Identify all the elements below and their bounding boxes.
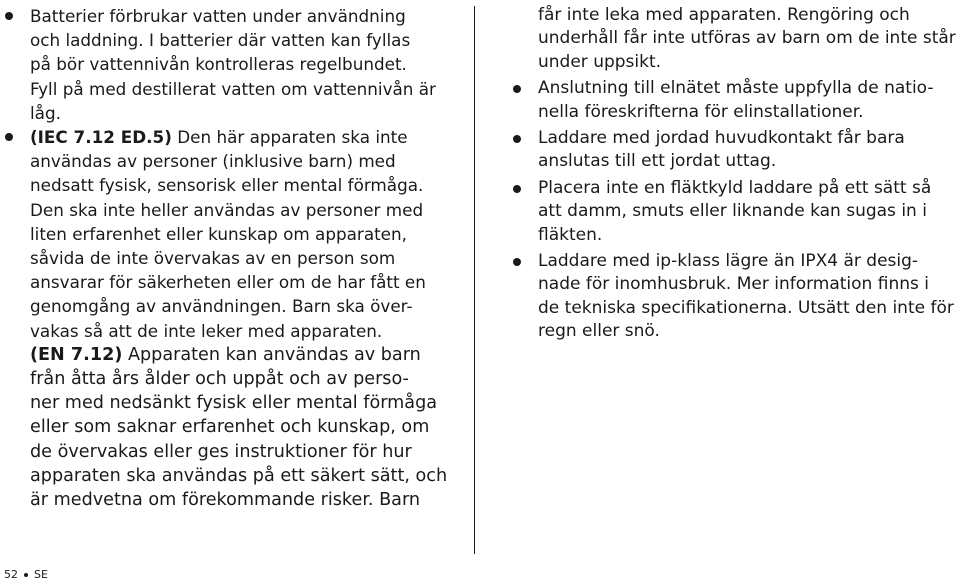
- text-line: låg.: [30, 102, 61, 123]
- separator-dot: [24, 573, 28, 577]
- text-line: och laddning. I batterier där vatten kan fyllas: [30, 30, 411, 51]
- bullet-mains-connection: [512, 77, 956, 124]
- text-line: är medvetna om förekommande risker. Barn: [30, 490, 421, 511]
- bullet-dot: [513, 135, 521, 143]
- text-run: Den här apparaten ska inte: [171, 127, 408, 148]
- bullet-dot: [5, 12, 13, 20]
- text-line: nedsatt fysisk, sensorisk eller mental förmåga.: [30, 175, 424, 196]
- text-line: genomgång av användningen. Barn ska över-: [30, 296, 413, 317]
- text-line: [30, 343, 450, 367]
- text-line: anslutas till ett jordat uttag.: [538, 151, 777, 172]
- text-line: nella föreskrifterna för elinstallationer.: [538, 101, 864, 122]
- bullet-fan-cooled: [512, 177, 956, 247]
- paragraph: [538, 250, 956, 344]
- text-line: de tekniska specifikationerna. Utsätt den inte för: [538, 297, 954, 318]
- text-line: ansvarar för säkerheten eller om de har fått en: [30, 272, 426, 293]
- text-line: under uppsikt.: [538, 51, 662, 72]
- text-line: vakas så att de inte leker med apparaten.: [30, 320, 383, 341]
- bullet-ip-class: [512, 250, 956, 344]
- text-line: eller som saknar erfarenhet och kunskap, om: [30, 417, 430, 438]
- column-divider: [474, 6, 475, 554]
- page-footer: [4, 568, 48, 581]
- text-line: regn eller snö.: [538, 321, 660, 342]
- text-line: att damm, smuts eller liknande kan sugas in i: [538, 201, 927, 222]
- text-line: på bör vattennivån kontrolleras regelbundet.: [30, 54, 407, 75]
- standard-reference: (EN 7.12): [30, 344, 123, 365]
- paragraph: [30, 343, 450, 512]
- text-line: de övervakas eller ges instruktioner för hur: [30, 441, 412, 462]
- text-line: underhåll får inte utföras av barn om de inte står: [538, 28, 956, 49]
- bullet-dot: [513, 85, 521, 93]
- text-line: får inte leka med apparaten. Rengöring och: [538, 5, 910, 25]
- text-line: såvida de inte övervakas av en person som: [30, 248, 396, 269]
- text-line: fläkten.: [538, 224, 603, 245]
- text-run: Apparaten kan användas av barn: [122, 344, 421, 365]
- bullet-dot: [513, 258, 521, 266]
- text-line: [30, 125, 450, 149]
- left-column: [4, 4, 450, 512]
- text-line: liten erfarenhet eller kunskap om apparaten,: [30, 223, 407, 244]
- paragraph: [538, 127, 956, 174]
- text-line: Laddare med jordad huvudkontakt får bara: [538, 128, 905, 149]
- text-line: från åtta års ålder och uppåt och av perso-: [30, 369, 409, 390]
- text-line: nade för inomhusbruk. Mer information finns i: [538, 274, 929, 295]
- language-code: SE: [34, 568, 48, 581]
- bullet-battery-water: [4, 4, 450, 125]
- text-line: Fyll på med destillerat vatten om vattennivån är: [30, 78, 436, 99]
- bullet-dot: [5, 133, 13, 141]
- text-line: ner med nedsänkt fysisk eller mental förmåga: [30, 393, 438, 414]
- paragraph: [538, 4, 956, 74]
- text-line: Batterier förbrukar vatten under användning: [30, 6, 406, 26]
- page-number: 52: [4, 568, 18, 581]
- bullet-grounded-plug: [512, 127, 956, 174]
- continued-text: [512, 4, 956, 74]
- text-line: Den ska inte heller användas av personer med: [30, 199, 424, 220]
- paragraph: [30, 4, 450, 125]
- text-line: apparaten ska användas på ett säkert sätt, och: [30, 465, 448, 486]
- text-line: Placera inte en fläktkyld laddare på ett sätt så: [538, 177, 932, 198]
- standard-reference: (IEC 7.12 ED.5): [30, 127, 172, 148]
- paragraph: [538, 77, 956, 124]
- right-column: [512, 4, 956, 344]
- text-line: Anslutning till elnätet måste uppfylla de natio-: [538, 78, 934, 99]
- text-line: Laddare med ip-klass lägre än IPX4 är desig-: [538, 251, 919, 272]
- paragraph: [30, 125, 450, 343]
- paragraph: [538, 177, 956, 247]
- bullet-iec-warning: [4, 125, 450, 512]
- text-line: användas av personer (inklusive barn) med: [30, 151, 396, 172]
- bullet-dot: [513, 185, 521, 193]
